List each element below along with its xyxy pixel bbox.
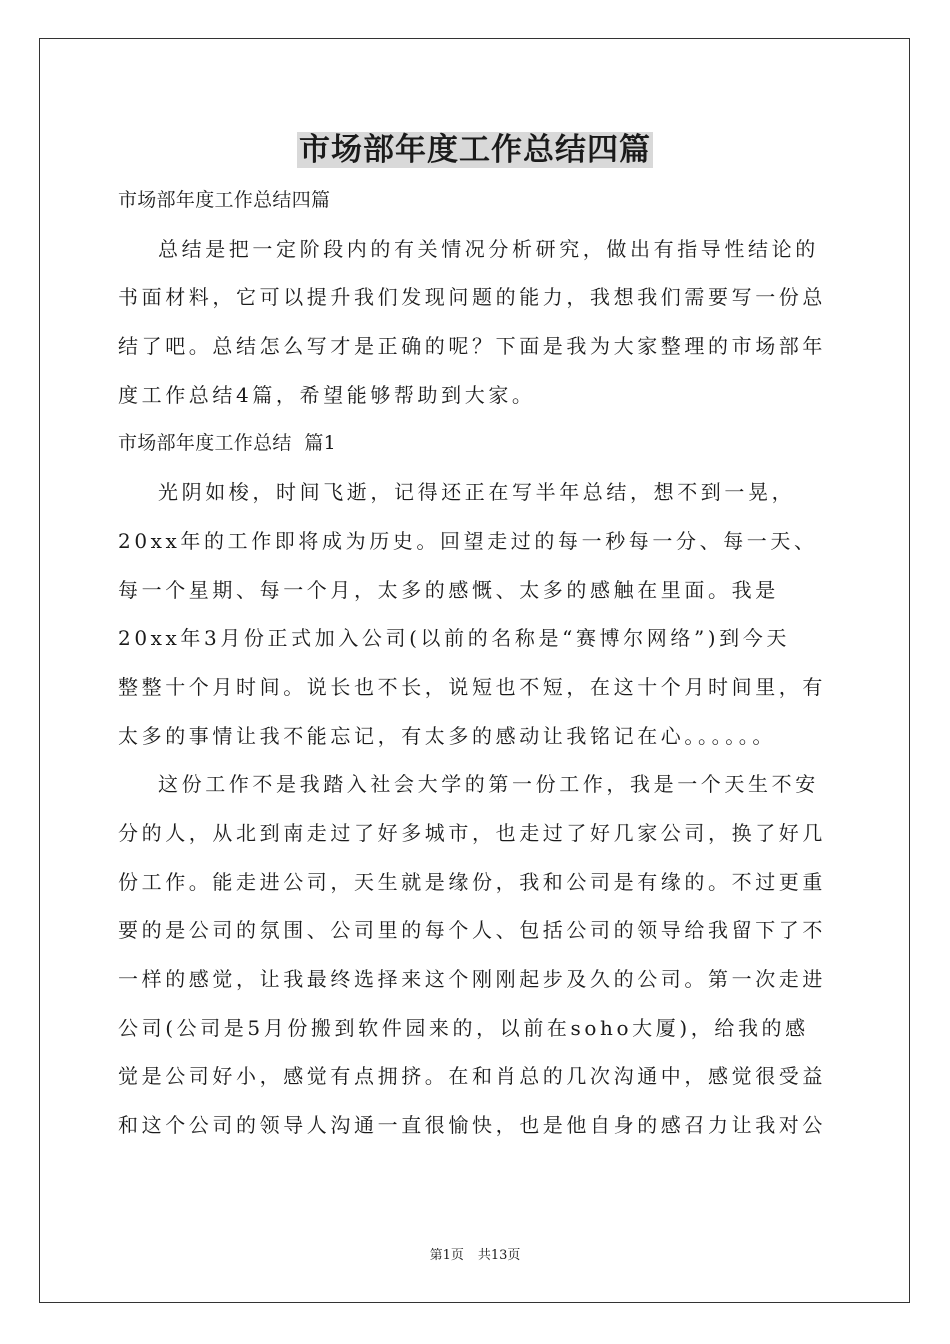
intro-line: 度工作总结4篇，希望能够帮助到大家。 [118,382,536,407]
intro-line: 书面材料，它可以提升我们发现问题的能力，我想我们需要写一份总 [118,285,826,310]
document-subtitle: 市场部年度工作总结四篇 [118,189,331,211]
paragraph-line: 分的人，从北到南走过了好多城市，也走过了好几家公司，换了好几 [118,820,826,845]
paragraph-line: 整整十个月时间。说长也不长，说短也不短，在这十个月时间里，有 [118,674,826,699]
paragraph-line: 觉是公司好小，感觉有点拥挤。在和肖总的几次沟通中，感觉很受益 [118,1064,826,1089]
paragraph-line: 这份工作不是我踏入社会大学的第一份工作，我是一个天生不安 [158,772,819,797]
paragraph-line: 每一个星期、每一个月，太多的感慨、太多的感触在里面。我是 [118,577,779,602]
paragraph-line: 20xx年的工作即将成为历史。回望走过的每一秒每一分、每一天、 [118,528,818,553]
paragraph-line: 光阴如梭，时间飞逝，记得还正在写半年总结，想不到一晃， [158,480,796,505]
paragraph-line: 公司(公司是5月份搬到软件园来的，以前在soho大厦)，给我的感 [118,1015,809,1040]
page-number: 第1页 [429,1248,464,1263]
paragraph-line: 份工作。能走进公司，天生就是缘份，我和公司是有缘的。不过更重 [118,869,826,894]
section-heading: 市场部年度工作总结 篇1 [118,432,337,455]
paragraph-line: 一样的感觉，让我最终选择来这个刚刚起步及久的公司。第一次走进 [118,967,826,991]
document-title-text: 市场部年度工作总结四篇 [299,132,651,168]
paragraph-line: 要的是公司的氛围、公司里的每个人、包括公司的领导给我留下了不 [118,918,826,943]
page-footer [0,1247,950,1265]
paragraph-line: 和这个公司的领导人沟通一直很愉快，也是他自身的感召力让我对公 [118,1113,826,1138]
document-title [0,126,950,174]
intro-line: 结了吧。总结怎么写才是正确的呢？下面是我为大家整理的市场部年 [118,334,826,359]
document-body [118,176,840,1150]
paragraph-line: 太多的事情让我不能忘记，有太多的感动让我铭记在心。。。。。。 [118,723,776,748]
page-total: 共13页 [477,1248,521,1263]
paragraph-line: 20xx年3月份正式加入公司(以前的名称是“赛博尔网络”)到今天 [118,626,790,651]
intro-line: 总结是把一定阶段内的有关情况分析研究，做出有指导性结论的 [158,236,819,261]
